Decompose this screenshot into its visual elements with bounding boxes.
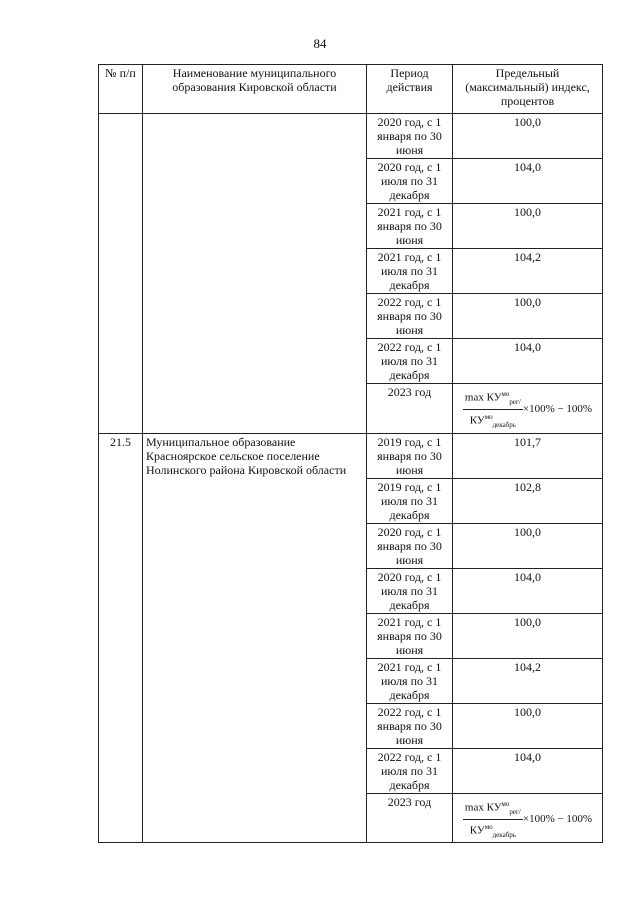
index-value: 100,0 (453, 703, 603, 748)
formula-numerator (463, 387, 523, 410)
formula-num-sup: мо (501, 390, 510, 398)
index-value: 102,8 (453, 478, 603, 523)
period-cell: 2021 год, с 1 июля по 31 декабря (367, 658, 453, 703)
index-value (453, 793, 603, 843)
row-number (99, 114, 143, 434)
index-value: 104,0 (453, 748, 603, 793)
formula-num-sub: рег/ (509, 397, 521, 406)
period-cell: 2022 год, с 1 июля по 31 декабря (367, 339, 453, 384)
index-value: 104,2 (453, 658, 603, 703)
formula-den-text: КУ (469, 414, 485, 427)
index-value: 101,7 (453, 433, 603, 478)
formula-num-sub: рег/ (509, 807, 521, 816)
index-value: 104,0 (453, 159, 603, 204)
municipality-name: Муниципальное образование Красноярское сельское поселение Нолинского района Кировской области (143, 433, 367, 843)
header-index: Предельный (максимальный) индекс, процентов (453, 65, 603, 114)
index-formula (463, 387, 592, 432)
period-cell: 2022 год, с 1 июля по 31 декабря (367, 748, 453, 793)
formula-den-sup: мо (484, 412, 493, 421)
period-cell: 2023 год (367, 793, 453, 843)
index-value: 100,0 (453, 294, 603, 339)
period-cell: 2021 год, с 1 января по 30 июня (367, 613, 453, 658)
formula-num-text: max КУ (464, 801, 502, 814)
municipality-name (143, 114, 367, 434)
formula-numerator (463, 797, 523, 820)
table-row (99, 433, 603, 478)
period-cell: 2021 год, с 1 июля по 31 декабря (367, 249, 453, 294)
index-value: 100,0 (453, 613, 603, 658)
period-cell: 2020 год, с 1 января по 30 июня (367, 114, 453, 159)
page-number: 84 (313, 36, 327, 51)
period-cell: 2020 год, с 1 июля по 31 декабря (367, 568, 453, 613)
index-formula (463, 797, 592, 842)
period-cell: 2023 год (367, 384, 453, 434)
index-value: 104,0 (453, 568, 603, 613)
formula-denominator (470, 410, 516, 432)
formula-rest: ×100% − 100% (522, 403, 593, 416)
table-row (99, 114, 603, 159)
period-cell: 2020 год, с 1 января по 30 июня (367, 523, 453, 568)
formula-den-sup: мо (484, 822, 493, 831)
formula-den-sub: декабрь (492, 830, 516, 839)
period-cell: 2022 год, с 1 января по 30 июня (367, 703, 453, 748)
header-name: Наименование муниципального образования Кировской области (143, 65, 367, 114)
formula-den-text: КУ (469, 824, 485, 837)
table-header-row (99, 65, 603, 114)
formula-rest: ×100% − 100% (522, 813, 593, 826)
formula-num-sup: мо (501, 799, 510, 808)
formula-num-text: max КУ (464, 391, 502, 404)
period-cell: 2019 год, с 1 июля по 31 декабря (367, 478, 453, 523)
period-cell: 2021 год, с 1 января по 30 июня (367, 204, 453, 249)
index-value: 100,0 (453, 204, 603, 249)
header-period: Период действия (367, 65, 453, 114)
period-cell: 2022 год, с 1 января по 30 июня (367, 294, 453, 339)
index-value: 100,0 (453, 523, 603, 568)
row-number: 21.5 (99, 433, 143, 843)
header-no: № п/п (99, 65, 143, 114)
index-value (453, 384, 603, 434)
formula-denominator (470, 820, 516, 842)
index-value: 104,2 (453, 249, 603, 294)
period-cell: 2020 год, с 1 июля по 31 декабря (367, 159, 453, 204)
index-value: 100,0 (453, 114, 603, 159)
formula-den-sub: декабрь (492, 420, 516, 429)
period-cell: 2019 год, с 1 января по 30 июня (367, 433, 453, 478)
tariff-index-table (98, 64, 603, 843)
index-value: 104,0 (453, 339, 603, 384)
